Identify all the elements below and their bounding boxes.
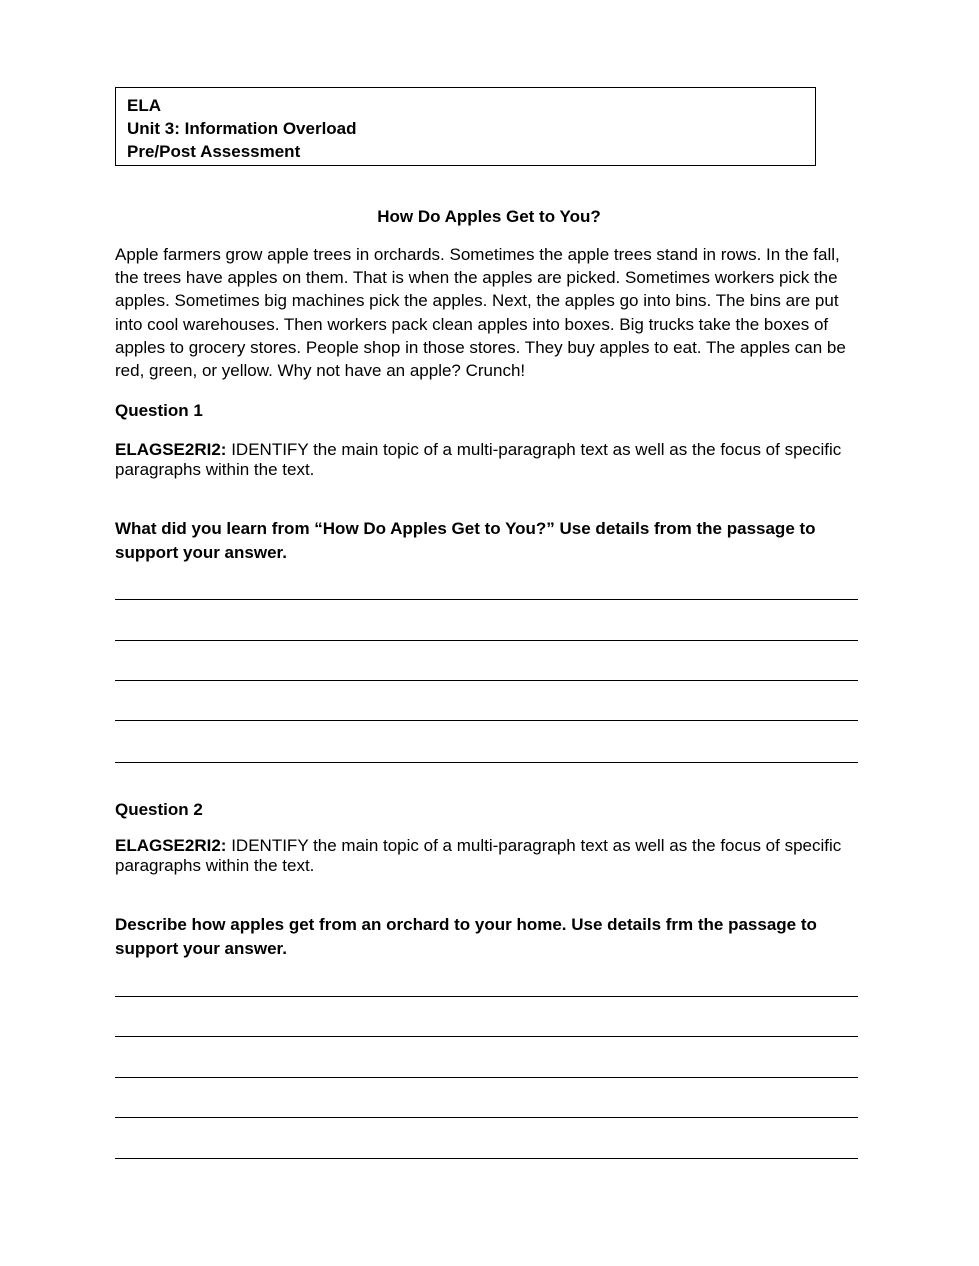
unit-title: Unit 3: Information Overload: [127, 119, 357, 138]
question-2-answer-line[interactable]: [115, 1158, 858, 1159]
question-1-prompt: What did you learn from “How Do Apples Get to You?” Use details from the passage to support your answer.: [115, 519, 816, 562]
question-1-answer-line[interactable]: [115, 599, 858, 600]
question-2-heading: Question 2: [115, 800, 203, 819]
header-box: [115, 87, 816, 166]
question-1-answer-line[interactable]: [115, 640, 858, 641]
assessment-type: Pre/Post Assessment: [127, 142, 301, 161]
question-2-standard: [115, 836, 863, 876]
question-2-answer-line[interactable]: [115, 996, 858, 997]
question-1-heading: Question 1: [115, 401, 203, 420]
question-2-standard-text: IDENTIFY the main topic of a multi-paragraph text as well as the focus of specific paragraphs within the text.: [115, 836, 842, 875]
question-2-answer-line[interactable]: [115, 1077, 858, 1078]
question-1-standard-text: IDENTIFY the main topic of a multi-paragraph text as well as the focus of specific paragraphs within the text.: [115, 440, 842, 479]
question-2-answer-line[interactable]: [115, 1117, 858, 1118]
question-2-prompt: Describe how apples get from an orchard to your home. Use details frm the passage to support your answer.: [115, 915, 817, 958]
question-1-answer-line[interactable]: [115, 762, 858, 763]
question-2-standard-code: ELAGSE2RI2:: [115, 836, 227, 855]
question-1-standard: [115, 440, 863, 480]
question-1-standard-code: ELAGSE2RI2:: [115, 440, 227, 459]
passage-text: Apple farmers grow apple trees in orchards. Sometimes the apple trees stand in rows. In the fall, the trees have apples on them. That is when the apples are picked. Sometimes workers pick the apples. Sometimes big machines pick the apples. Next, the apples go into bins. The bins are put into cool warehouses. Then workers pack clean apples into boxes. Big trucks take the boxes of apples to grocery stores. People shop in those stores. They buy apples to eat. The apples can be red, green, or yellow. Why not have an apple? Crunch!: [115, 245, 846, 381]
passage-title: How Do Apples Get to You?: [377, 207, 601, 226]
subject-label: ELA: [127, 96, 161, 115]
question-2-answer-line[interactable]: [115, 1036, 858, 1037]
question-1-answer-line[interactable]: [115, 680, 858, 681]
question-1-answer-line[interactable]: [115, 720, 858, 721]
